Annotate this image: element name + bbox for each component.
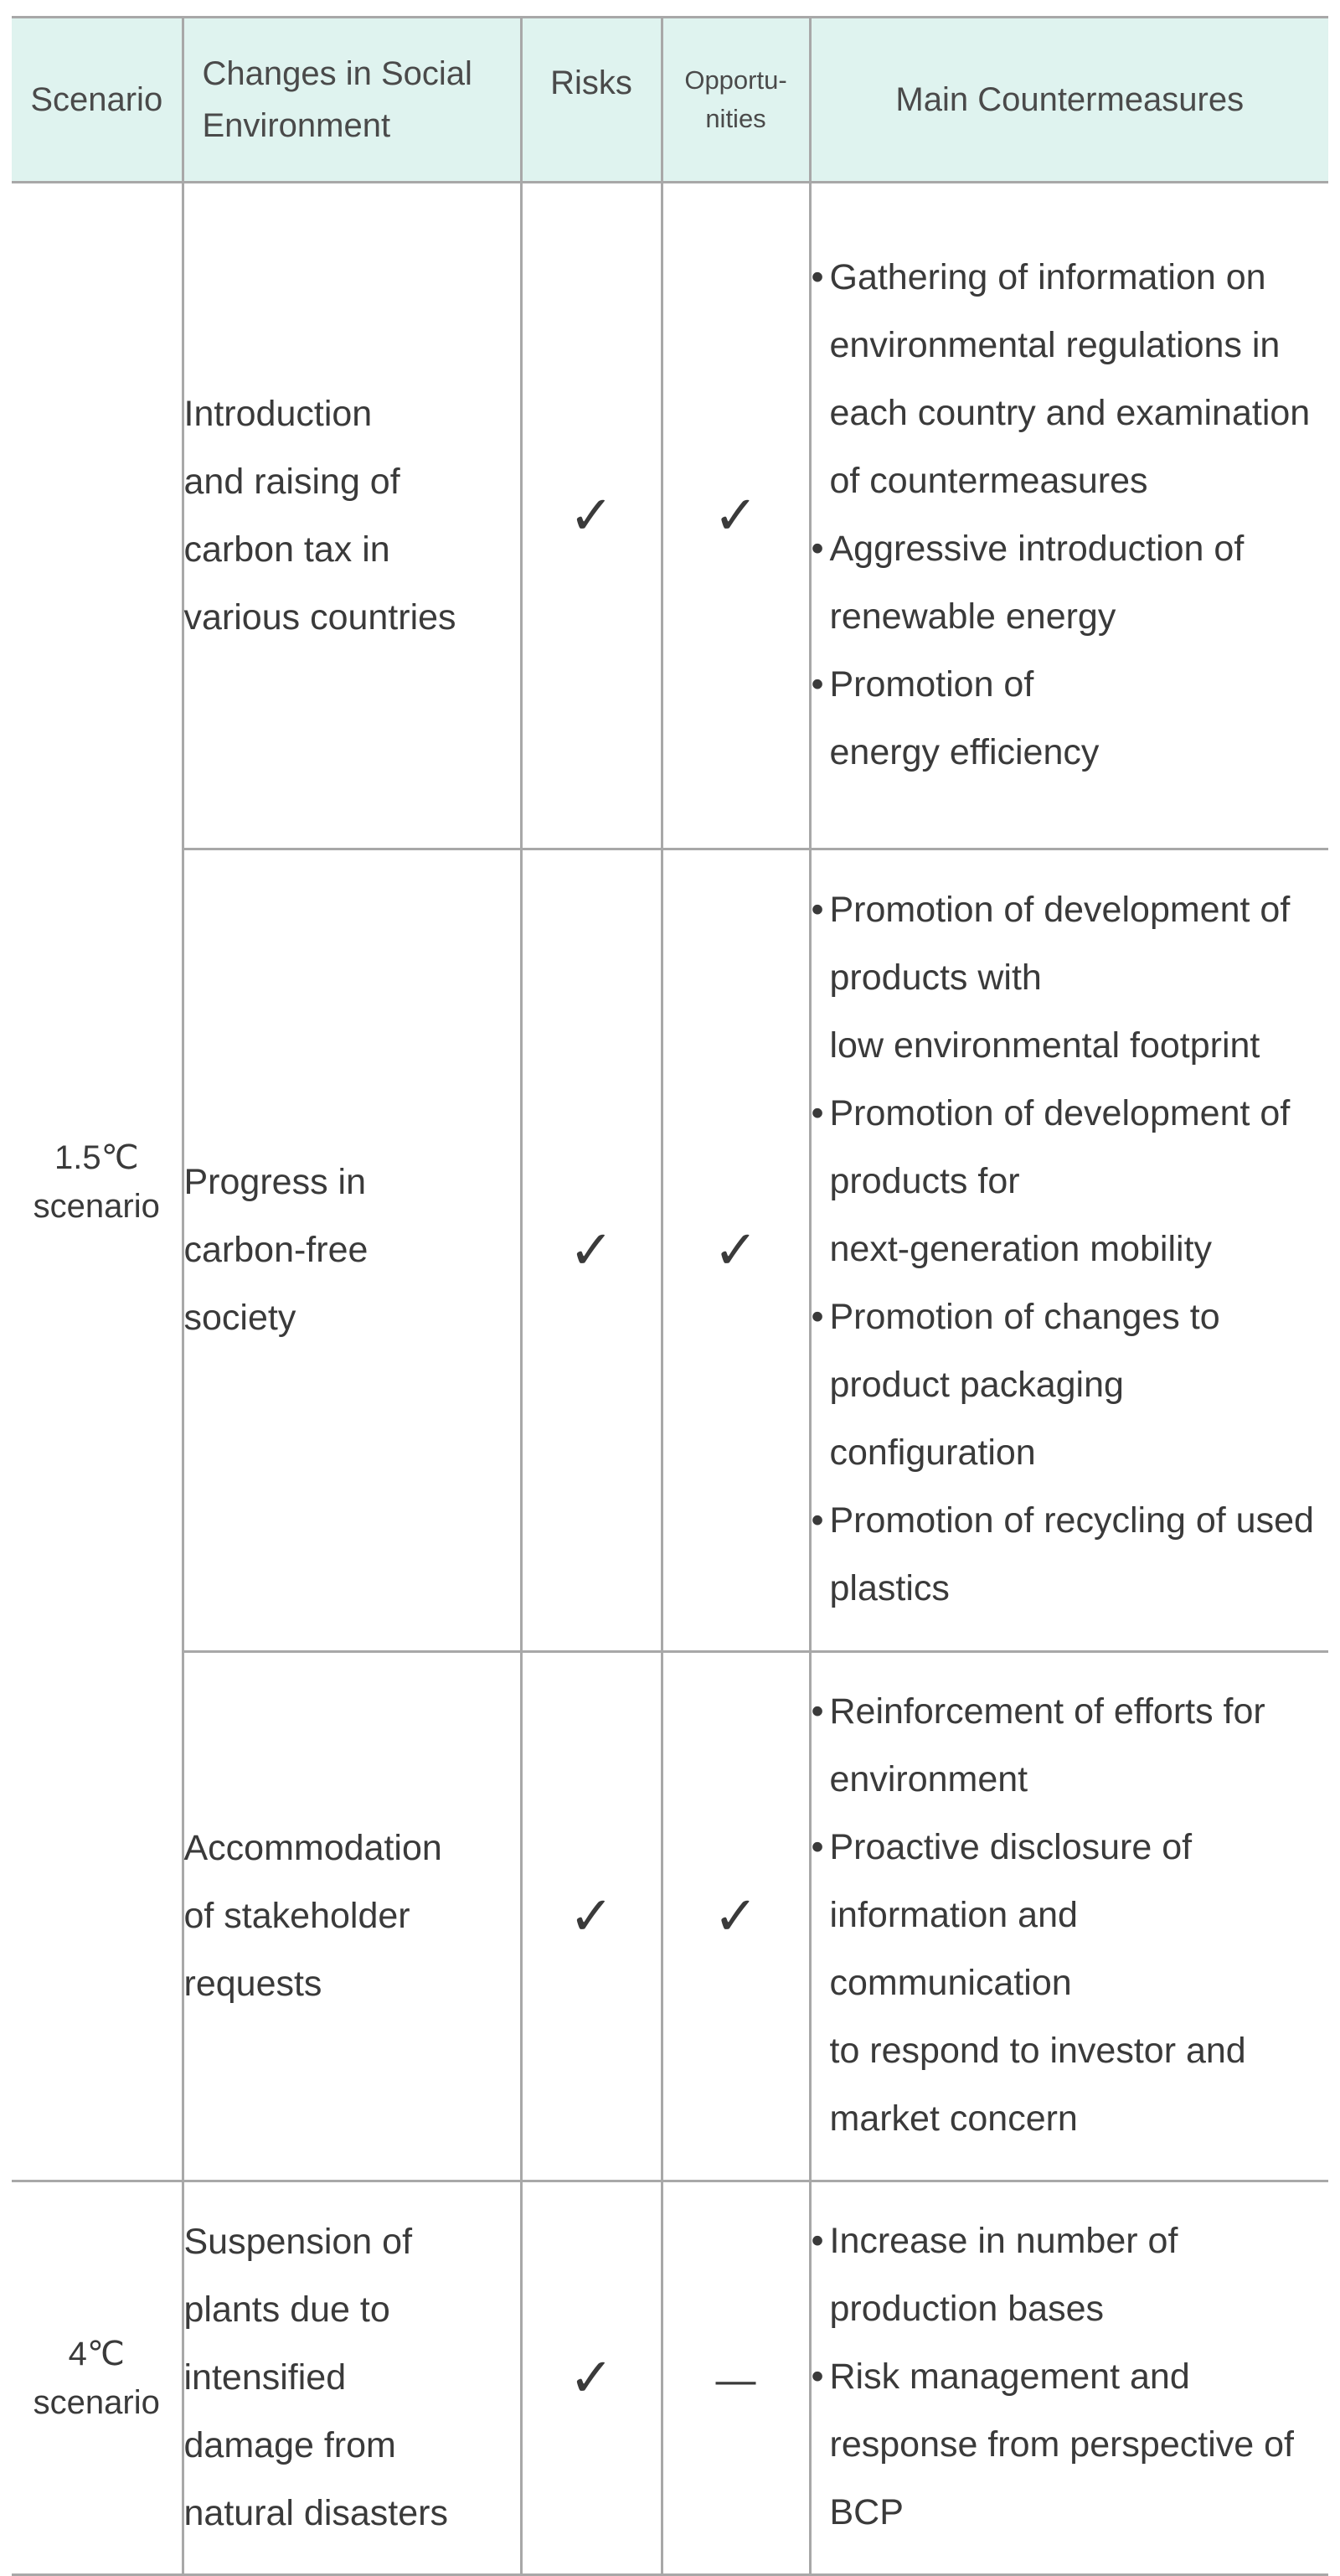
- header-countermeasures: Main Countermeasures: [810, 18, 1328, 183]
- list-item: • Promotion of recycling of used plastics: [812, 1487, 1329, 1623]
- check-icon: ✓: [713, 1220, 759, 1282]
- list-item: • Aggressive introduction of renewable energy: [812, 515, 1329, 651]
- list-item: • Proactive disclosure of information and communication to respond to investor and market concern: [812, 1814, 1329, 2153]
- risk-mark: [521, 183, 662, 849]
- check-icon: ✓: [569, 2347, 614, 2409]
- countermeasures-cell: [810, 183, 1328, 849]
- table-row: [12, 849, 1328, 1652]
- opportunity-mark: [662, 849, 810, 1652]
- check-icon: ✓: [713, 1886, 759, 1948]
- risk-mark: [521, 2181, 662, 2575]
- countermeasure-list: [812, 1653, 1329, 2180]
- change-text: Suspension of plants due to intensified damage from natural disasters: [183, 2181, 521, 2575]
- risk-mark: [521, 1652, 662, 2181]
- change-text: Accommodation of stakeholder requests: [183, 1652, 521, 2181]
- check-icon: ✓: [569, 485, 614, 547]
- list-item: • Promotion of changes to product packaging configuration: [812, 1283, 1329, 1487]
- list-item: • Promotion of development of products for next-generation mobility: [812, 1080, 1329, 1283]
- change-text: Progress in carbon-free society: [183, 849, 521, 1652]
- scenario-table: [12, 16, 1328, 2576]
- list-item: • Increase in number of production bases: [812, 2207, 1329, 2343]
- header-row: [12, 18, 1328, 183]
- countermeasures-cell: [810, 849, 1328, 1652]
- opportunity-mark: [662, 1652, 810, 2181]
- countermeasure-list: [812, 2182, 1329, 2573]
- table-row: [12, 183, 1328, 849]
- check-icon: ✓: [713, 485, 759, 547]
- list-item: • Reinforcement of efforts for environment: [812, 1678, 1329, 1814]
- check-icon: ✓: [569, 1220, 614, 1282]
- check-icon: ✓: [569, 1886, 614, 1948]
- opportunity-mark: [662, 183, 810, 849]
- table-row: [12, 1652, 1328, 2181]
- header-risks: Risks: [521, 18, 662, 183]
- countermeasure-list: [812, 219, 1329, 813]
- dash-icon: —: [715, 2358, 756, 2403]
- list-item: • Gathering of information on environmental regulations in each country and examination of countermeasures: [812, 244, 1329, 515]
- scenario-name: 1.5℃ scenario: [12, 183, 183, 2181]
- header-opportunities: Opportu- nities: [662, 18, 810, 183]
- opportunity-mark: [662, 2181, 810, 2575]
- risk-mark: [521, 849, 662, 1652]
- list-item: • Risk management and response from perspective of BCP: [812, 2343, 1329, 2547]
- countermeasures-cell: [810, 1652, 1328, 2181]
- countermeasures-cell: [810, 2181, 1328, 2575]
- header-changes: Changes in Social Environment: [183, 18, 521, 183]
- change-text: Introduction and raising of carbon tax in various countries: [183, 183, 521, 849]
- list-item: • Promotion of development of products with low environmental footprint: [812, 876, 1329, 1080]
- scenario-name: 4℃ scenario: [12, 2181, 183, 2575]
- table-row: [12, 2181, 1328, 2575]
- countermeasure-list: [812, 851, 1329, 1649]
- list-item: • Promotion of energy efficiency: [812, 651, 1329, 787]
- header-scenario: Scenario: [12, 18, 183, 183]
